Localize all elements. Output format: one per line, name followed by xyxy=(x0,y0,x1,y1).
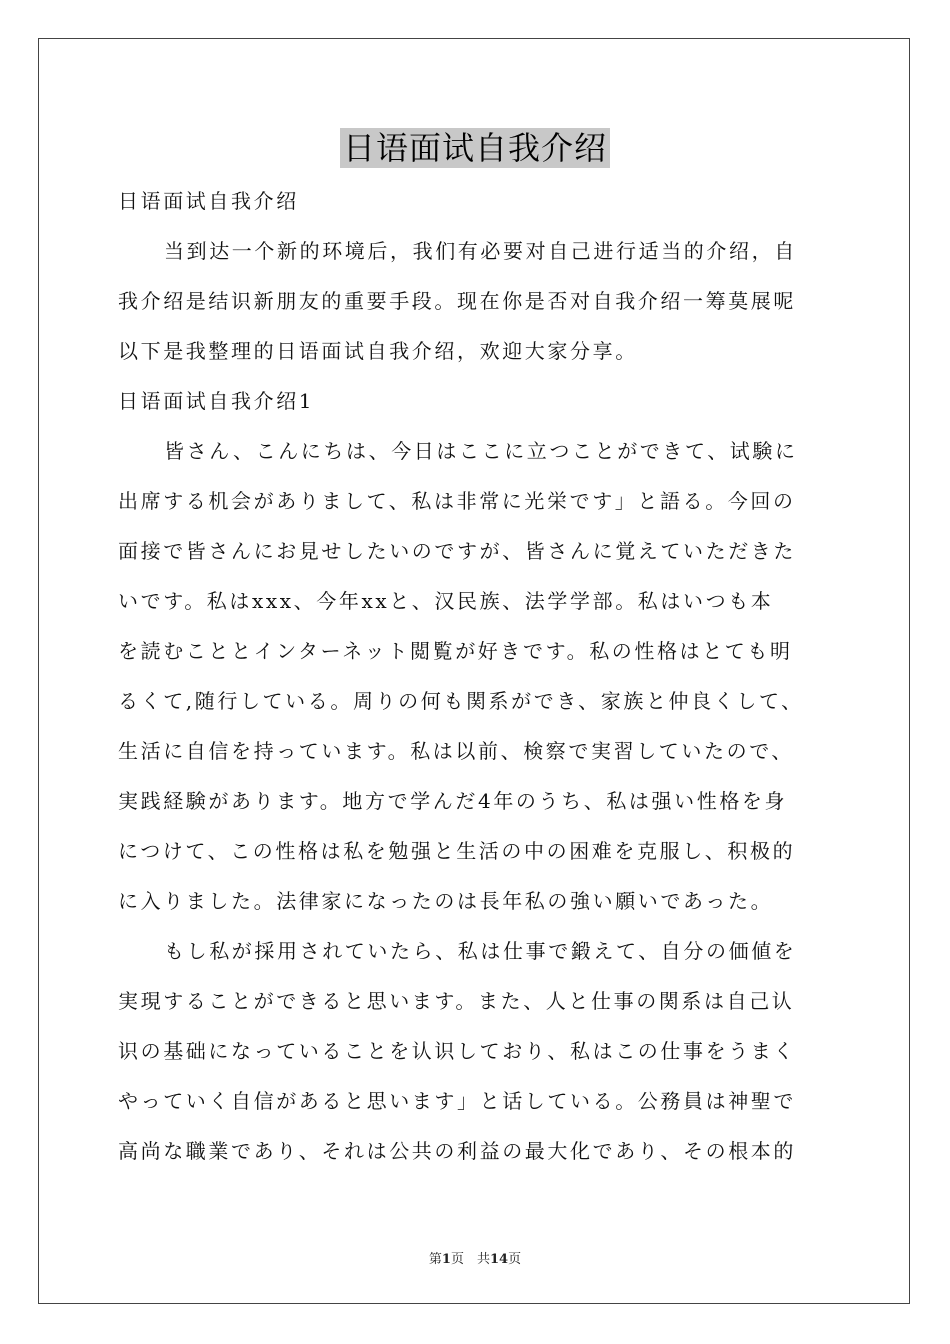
title-container xyxy=(0,128,950,168)
text-line: やっていく自信があると思います」と话している。公務員は神聖で xyxy=(118,1089,796,1113)
text-line: 识の基础になっていることを认识しており、私はこの仕事をうまく xyxy=(118,1039,796,1063)
text-line: 出席する机会がありまして、私は非常に光栄です」と語る。今回の xyxy=(118,489,796,513)
text-line: 当到达一个新的环境后，我们有必要对自己进行适当的介绍，自 xyxy=(164,239,797,263)
text-line: 生活に自信を持っています。私は以前、検察で実習していたので、 xyxy=(118,739,794,763)
text-line: 面接で皆さんにお見せしたいのですが、皆さんに覚えていただきた xyxy=(118,539,796,563)
footer-prefix: 第 xyxy=(428,1252,442,1267)
text-line: 以下是我整理的日语面试自我介绍，欢迎大家分享。 xyxy=(118,339,638,363)
text-line: に入りました。法律家になったのは長年私の強い願いであった。 xyxy=(118,889,774,913)
document-title: 日语面试自我介绍 xyxy=(340,128,610,168)
footer-page-total: 14 xyxy=(489,1252,509,1267)
footer-page-current: 1 xyxy=(441,1252,451,1267)
footer-mid: 页 共 xyxy=(450,1252,490,1267)
text-line: を読むこととインターネット閲覧が好きです。私の性格はとても明 xyxy=(118,639,793,663)
text-line: るくて,随行している。周りの何も関系ができ、家族と仲良くして、 xyxy=(118,689,804,713)
text-line: 高尚な職業であり、それは公共の利益の最大化であり、その根本的 xyxy=(118,1139,796,1163)
text-line: 日语面试自我介绍1 xyxy=(118,389,315,413)
text-line: 日语面试自我介绍 xyxy=(118,189,299,213)
text-line: もし私が採用されていたら、私は仕事で鍛えて、自分の価値を xyxy=(164,939,797,963)
text-line: 我介绍是结识新朋友的重要手段。现在你是否对自我介绍一筹莫展呢 xyxy=(118,289,796,313)
text-line: いです。私はxxx、今年xxと、汉民族、法学学部。私はいつも本 xyxy=(118,589,774,613)
footer-suffix: 页 xyxy=(508,1252,522,1267)
text-line: 実践経験があります。地方で学んだ4年のうち、私は强い性格を身 xyxy=(118,789,788,813)
page-footer xyxy=(0,1248,950,1267)
text-line: 実現することができると思います。また、人と仕事の関系は自己认 xyxy=(118,989,795,1013)
document-body xyxy=(118,176,838,1176)
text-line: につけて、この性格は私を勉强と生活の中の困难を克服し、积极的 xyxy=(118,839,796,863)
text-line: 皆さん、こんにちは、今日はここに立つことができて、试験に xyxy=(164,439,798,463)
